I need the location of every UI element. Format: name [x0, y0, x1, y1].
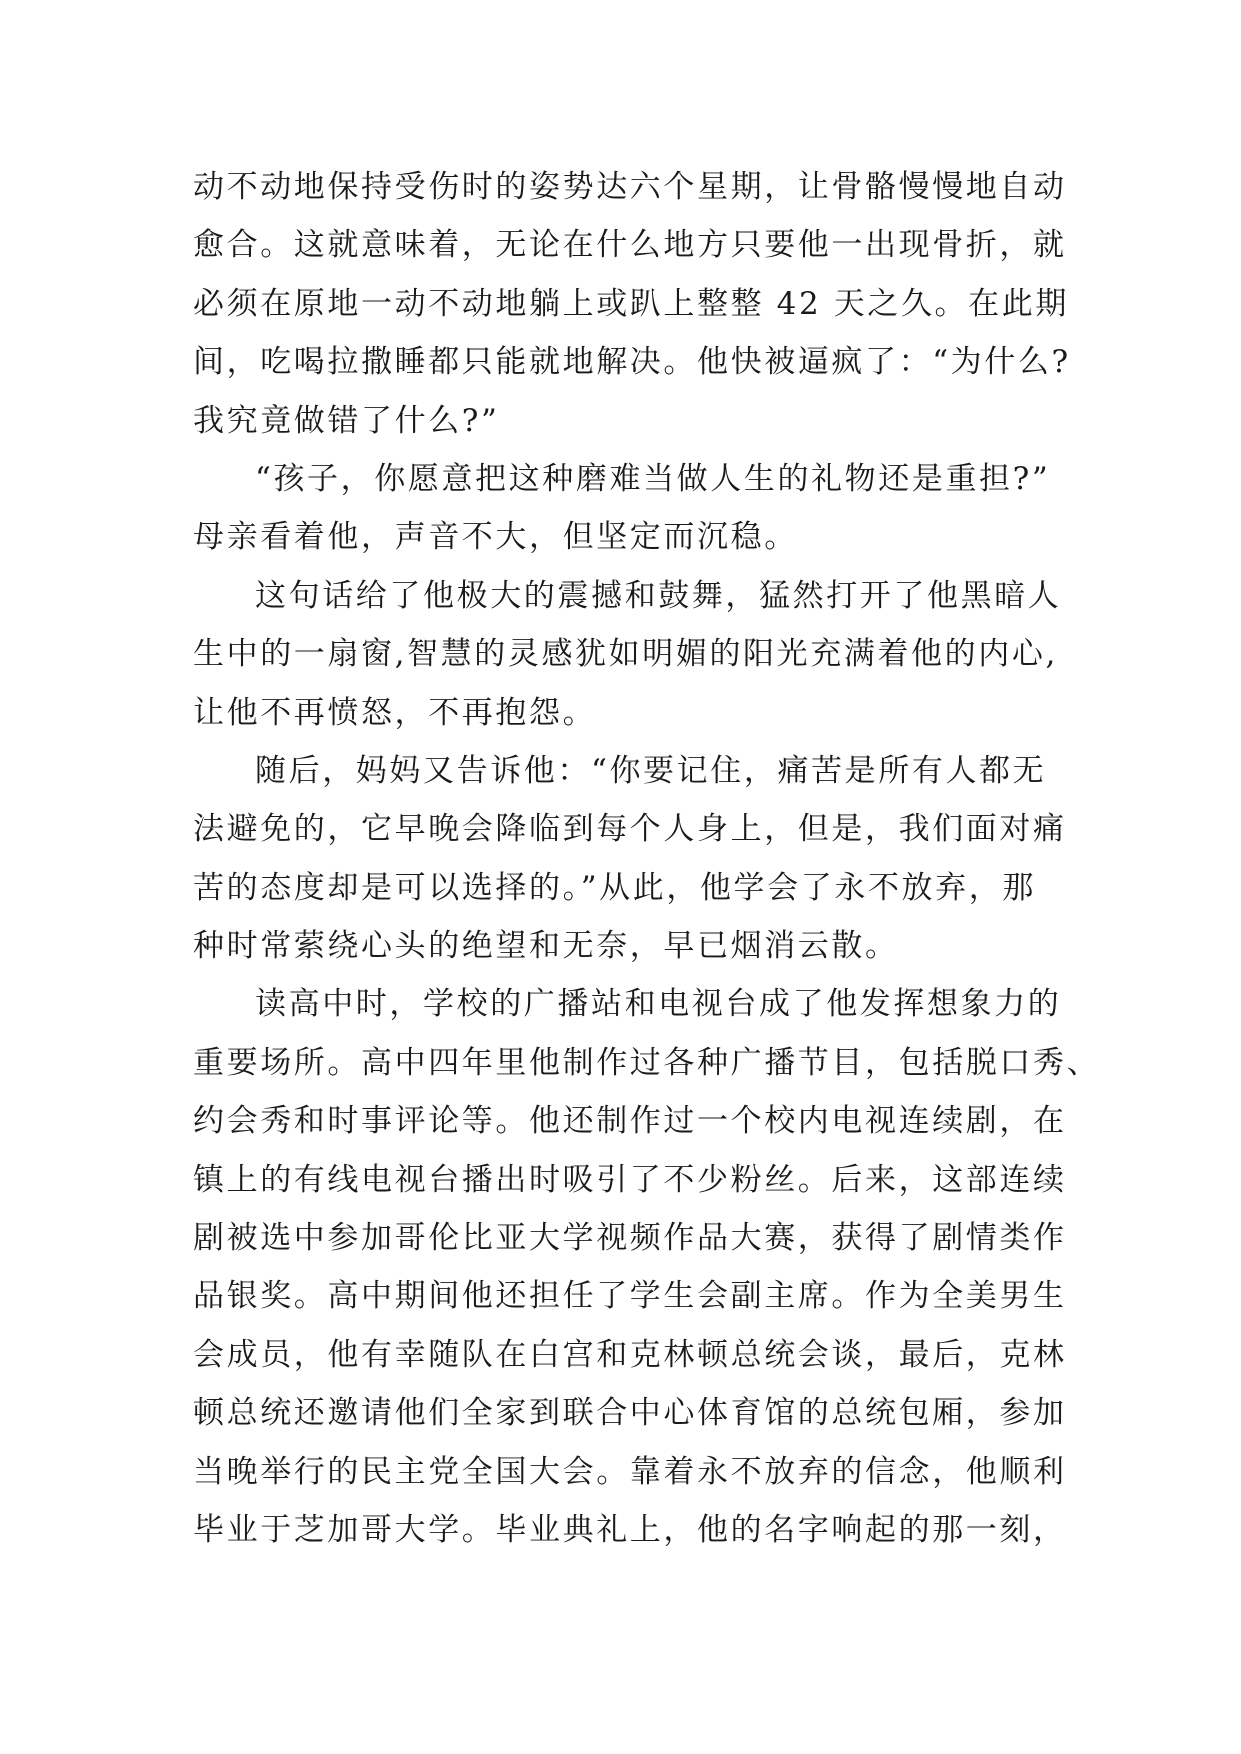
text-line: 剧被选中参加哥伦比亚大学视频作品大赛，获得了剧情类作 — [193, 1220, 1067, 1257]
text-line: 镇上的有线电视台播出时吸引了不少粉丝。后来，这部连续 — [193, 1161, 1067, 1198]
text-line: 让他不再愤怒，不再抱怨。 — [193, 694, 597, 731]
text-line: 会成员，他有幸随队在白宫和克林顿总统会谈，最后，克林 — [193, 1336, 1067, 1373]
text-line: 必须在原地一动不动地躺上或趴上整整 42 天之久。在此期 — [193, 285, 1069, 322]
text-line: 动不动地保持受伤时的姿势达六个星期，让骨骼慢慢地自动 — [193, 169, 1067, 205]
text-line: 生中的一扇窗,智慧的灵感犹如明媚的阳光充满着他的内心, — [193, 636, 1058, 673]
text-line: 毕业于芝加哥大学。毕业典礼上，他的名字响起的那一刻， — [193, 1511, 1067, 1548]
text-line: 母亲看着他，声音不大，但坚定而沉稳。 — [193, 519, 798, 556]
text-line: 品银奖。高中期间他还担任了学生会副主席。作为全美男生 — [193, 1278, 1067, 1315]
text-line: 重要场所。高中四年里他制作过各种广播节目，包括脱口秀、 — [193, 1044, 1101, 1081]
text-line: 苦的态度却是可以选择的。”从此，他学会了永不放弃，那 — [193, 869, 1036, 906]
text-line: 种时常萦绕心头的绝望和无奈，早已烟消云散。 — [193, 928, 899, 965]
text-line: 我究竟做错了什么?” — [193, 402, 500, 439]
text-line: 法避免的，它早晚会降临到每个人身上，但是，我们面对痛 — [193, 811, 1067, 848]
paragraph-first-line: 随后，妈妈又告诉他：“你要记住，痛苦是所有人都无 — [255, 752, 1047, 789]
paragraph-first-line: 读高中时，学校的广播站和电视台成了他发挥想象力的 — [255, 986, 1062, 1023]
text-line: 当晚举行的民主党全国大会。靠着永不放弃的信念，他顺利 — [193, 1453, 1067, 1490]
body-text — [193, 158, 1101, 1559]
paragraph-first-line: 这句话给了他极大的震撼和鼓舞，猛然打开了他黑暗人 — [255, 577, 1062, 614]
text-line: 愈合。这就意味着，无论在什么地方只要他一出现骨折，就 — [193, 227, 1067, 264]
text-line: 顿总统还邀请他们全家到联合中心体育馆的总统包厢，参加 — [193, 1395, 1067, 1432]
text-line: 间，吃喝拉撒睡都只能就地解决。他快被逼疯了：“为什么? — [193, 344, 1071, 381]
text-line: 约会秀和时事评论等。他还制作过一个校内电视连续剧，在 — [193, 1103, 1067, 1140]
paragraph-first-line: “孩子，你愿意把这种磨难当做人生的礼物还是重担?” — [255, 460, 1051, 497]
